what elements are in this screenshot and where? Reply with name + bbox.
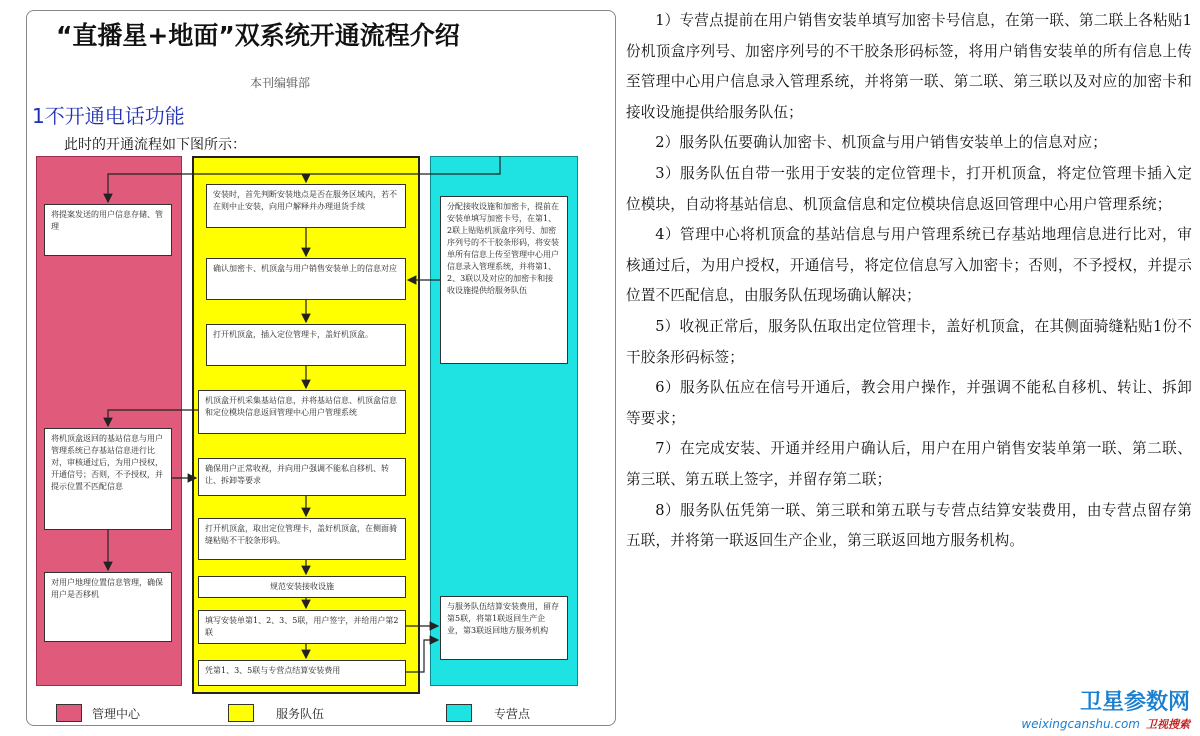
legend-swatch-service [228,704,254,722]
flow-box-sv-4: 机顶盒开机采集基站信息，并将基站信息、机顶盒信息和定位模块信息返回管理中心用户管理系统 [198,390,406,434]
flow-box-sv-7: 规范安装接收设施 [198,576,406,598]
flow-box-sv-3: 打开机顶盒，插入定位管理卡，盖好机顶盒。 [206,324,406,366]
section-heading: 1不开通电话功能 [32,104,185,128]
logo-url-text: weixingcanshu.com [1021,717,1140,731]
step-2: 2）服务队伍要确认加密卡、机顶盒与用户销售安装单上的信息对应； [655,134,1107,152]
flow-box-sv-5: 确保用户正常收视，并向用户强调不能私自移机、转让、拆卸等要求 [198,458,406,496]
step-1: 1）专营点提前在用户销售安装单填写加密卡号信息，在第一联、第二联上各粘贴1份机顶盒序列号、加密序列号的不干胶条形码标签，将用户销售安装单的所有信息上传至管理中心用户信息录入管理系统，并将第一联、第二联、第三联以及对应的加密卡和接收设施提供给服务队伍； [626,12,1192,121]
flow-box-op-2: 与服务队伍结算安装费用，留存第5联，将第1联返回生产企业，第3联返回地方服务机构 [440,596,568,660]
flow-box-sv-8: 填写安装单第1、2、3、5联，用户签字，并给用户第2联 [198,610,406,644]
logo-text: 卫星参数网 [1079,690,1190,715]
flow-box-mc-1: 将提案发送的用户信息存储、管理 [44,204,172,256]
flow-box-mc-3: 对用户地理位置信息管理，确保用户是否移机 [44,572,172,642]
site-logo [1021,685,1190,732]
step-5: 5）收视正常后，服务队伍取出定位管理卡，盖好机顶盒，在其侧面骑缝粘贴1份不干胶条形码标签； [626,317,1192,366]
flow-box-sv-1: 安装时，首先判断安装地点是否在服务区域内，若不在则中止安装，向用户解释并办理退货手续 [206,184,406,228]
legend-swatch-management [56,704,82,722]
legend-label-service: 服务队伍 [276,707,325,721]
flow-box-sv-6: 打开机顶盒，取出定位管理卡，盖好机顶盒，在侧面骑缝粘贴不干胶条形码。 [198,518,406,560]
legend-label-management: 管理中心 [92,707,141,721]
legend-label-outlet: 专营点 [494,707,531,721]
step-7: 7）在完成安装、开通并经用户确认后，用户在用户销售安装单第一联、第二联、第三联、第五联上签字，并留存第二联； [626,440,1192,488]
page-title: “直播星+地面”双系统开通流程介绍 [56,21,460,50]
step-4: 4）管理中心将机顶盒的基站信息与用户管理系统已存基站地理信息进行比对，审核通过后，为用户授权，开通信号，将定位信息写入加密卡；否则，不予授权，并提示位置不匹配信息，由服务队伍现场确认解决； [626,226,1192,305]
editor-credit: 本刊编辑部 [250,76,311,90]
flow-box-mc-2: 将机顶盒返回的基站信息与用户管理系统已存基站信息进行比对，审核通过后，为用户授权，开通信号；否则，不予授权，并提示位置不匹配信息 [44,428,172,530]
flow-box-op-1: 分配接收设施和加密卡，提前在安装单填写加密卡号，在第1、2联上贴贴机顶盒序列号、加密序列号的不干胶条形码，将安装单所有信息上传至管理中心用户信息录入管理系统，并将第1、2、3联以及对应的加密卡和接收设施提供给服务队伍 [440,196,568,364]
intro-text: 此时的开通流程如下图所示： [64,137,246,153]
logo-url [1021,716,1190,732]
legend-swatch-outlet [446,704,472,722]
step-3: 3）服务队伍自带一张用于安装的定位管理卡，打开机顶盒，将定位管理卡插入定位模块，自动将基站信息、机顶盒信息和定位模块信息返回管理中心用户管理系统； [626,164,1192,213]
flow-box-sv-2: 确认加密卡、机顶盒与用户销售安装单上的信息对应 [206,258,406,300]
logo-sub: 卫视搜索 [1146,718,1190,731]
step-6: 6）服务队伍应在信号开通后，教会用户操作，并强调不能私自移机、转让、拆卸等要求； [626,379,1192,427]
flow-box-sv-9: 凭第1、3、5联与专营点结算安装费用 [198,660,406,686]
step-8: 8）服务队伍凭第一联、第三联和第五联与专营点结算安装费用，由专营点留存第五联，并将第一联返回生产企业，第三联返回地方服务机构。 [626,501,1192,550]
steps-text [626,6,1192,557]
